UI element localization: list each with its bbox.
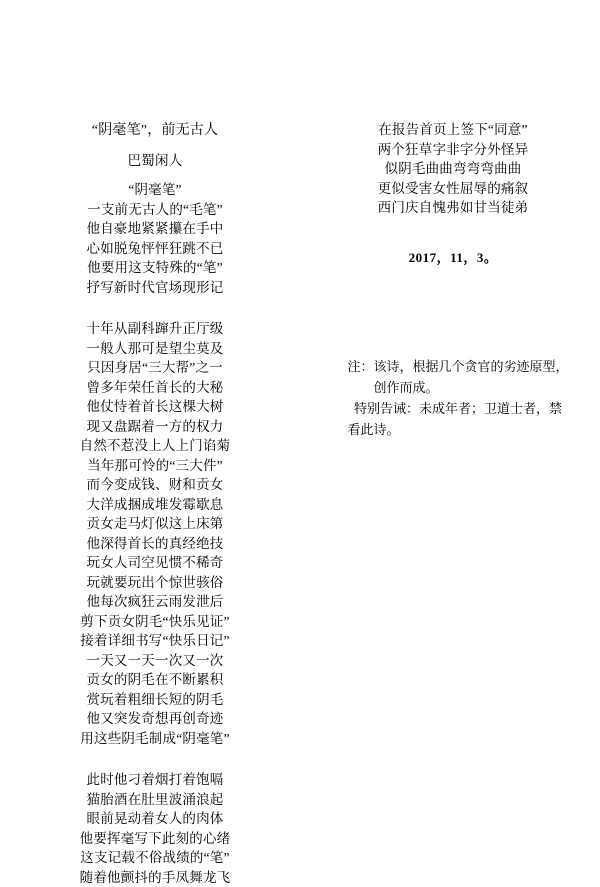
poem-line: 玩就要玩出个惊世骇俗 [87,573,224,593]
poem-title: “阴毫笔”，前无古人 [92,120,218,141]
poem-line: 贡女的阴毛在不断累积 [87,670,224,690]
poem-line: 剪下贡女阴毛“快乐见证” [80,612,229,632]
poem-line: 他要用这支特殊的“笔” [87,258,223,278]
poem-line: 接着详细书写“快乐日记” [80,631,229,651]
poem-line: 而今变成钱、财和贡女 [87,475,224,495]
poem-line: 当年那可怜的“三大件” [87,456,223,476]
poem-line: 一支前无古人的“毛笔” [87,200,223,220]
document-columns [0,120,600,887]
poem-line: 似阴毛曲曲弯弯弯曲曲 [385,159,522,179]
poem-line: 十年从副科蹿升正厅级 [87,319,224,339]
poem-line: 猫胎酒在肚里波涌浪起 [87,790,224,810]
poem-line: 两个狂草字非字分外怪异 [378,140,529,160]
poem-line: 他又突发奇想再创奇迹 [87,709,224,729]
poem-line: 西门庆自愧弗如甘当徒弟 [378,198,529,218]
poem-line: 自然不惹没上人上门谄菊 [80,436,231,456]
poem-line: 此时他刁着烟打着饱嗝 [87,770,224,790]
poem-line: 随着他颤抖的手凤舞龙飞 [80,868,231,887]
right-column [300,120,600,440]
poem-line: 一般人那可是望尘莫及 [87,339,224,359]
poem-line: 他深得首长的真经绝技 [87,534,224,554]
note-line: 特别告诫：未成年者；卫道士者，禁 [347,398,568,419]
note-block [347,356,568,440]
poem-line: 现又盘踞着一方的权力 [87,417,224,437]
poem-line: 他要挥毫写下此刻的心绪 [80,829,231,849]
poem-line: 在报告首页上签下“同意” [378,120,527,140]
poem-line: 这支记载不俗战绩的“笔” [80,848,229,868]
poem-line: 心如脱兔怦怦狂跳不已 [87,239,224,259]
poem-line: 曾多年荣任首长的大秘 [87,378,224,398]
poem-line: 更似受害女性屈辱的痛叙 [378,179,529,199]
poem-line: 只因身居“三大帮”之一 [87,358,223,378]
poem-author: 巴蜀闲人 [128,150,183,171]
note-line: 创作而成。 [347,377,568,398]
poem-line: 赏玩着粗细长短的阴毛 [87,690,224,710]
poem-line: 用这些阴毛制成“阴毫笔” [80,729,229,749]
poem-line: 他自豪地紧紧攥在手中 [87,219,224,239]
poem-line: 一天又一天一次又一次 [87,651,224,671]
poem-line: 抒写新时代官场现形记 [87,278,224,298]
poem-line: 玩女人司空见惯不稀奇 [87,553,224,573]
poem-line: 他仗恃着首长这棵大树 [87,397,224,417]
poem-line: 眼前晃动着女人的肉体 [87,809,224,829]
poem-section-title: “阴毫笔” [128,180,181,200]
left-column [0,120,300,887]
poem-line: 贡女走马灯似这上床第 [87,514,224,534]
poem-date: 2017，11，3。 [409,248,498,268]
poem-line: 大洋成捆成堆发霉歇息 [87,495,224,515]
poem-line: 他每次疯狂云雨发泄后 [87,592,224,612]
note-line: 看此诗。 [347,419,568,440]
note-line: 注：该诗，根据几个贪官的劣迹原型， [347,356,568,377]
